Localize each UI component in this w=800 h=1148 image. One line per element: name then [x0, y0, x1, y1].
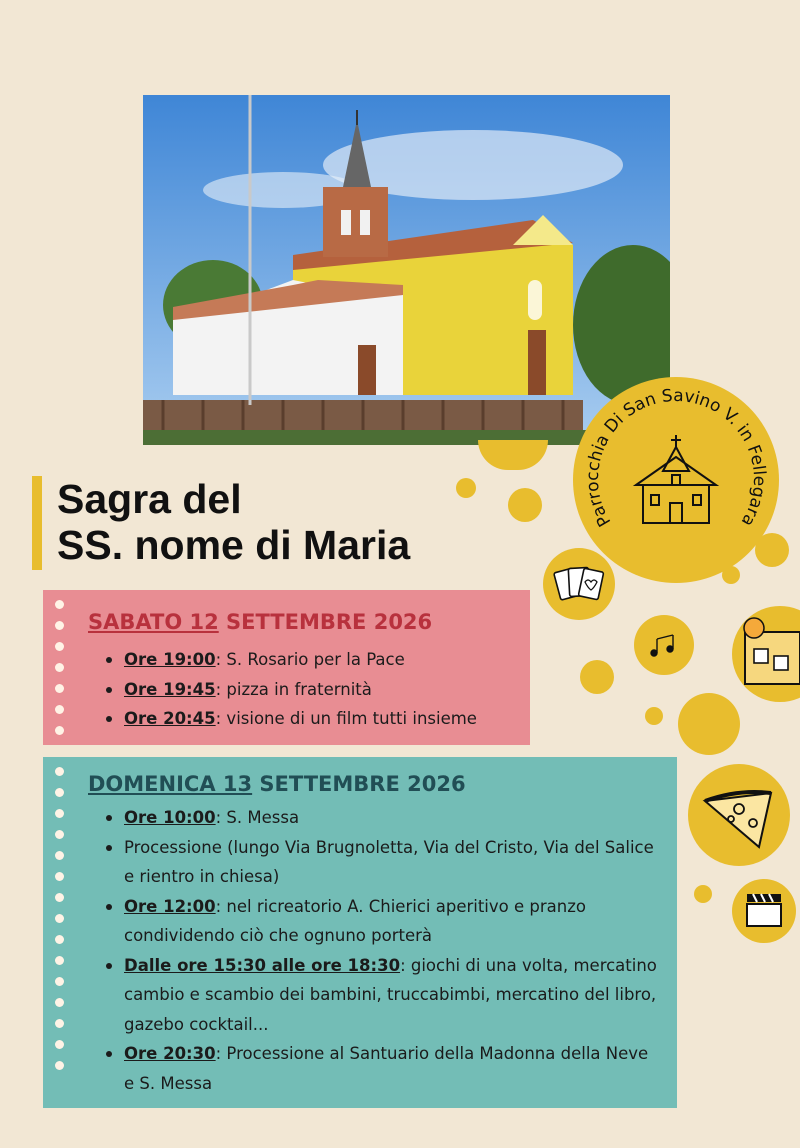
item-time: Ore 12:00	[124, 896, 216, 916]
decor-circle	[645, 707, 663, 725]
list-item	[103, 892, 658, 951]
decor-circle	[456, 478, 476, 498]
item-time: Ore 19:00	[124, 650, 216, 669]
list-item	[103, 1039, 658, 1098]
title-accent-bar	[32, 476, 42, 570]
item-text: : S. Rosario per la Pace	[215, 650, 405, 669]
item-time: Dalle ore 15:30 alle ore 18:30	[124, 955, 401, 975]
sunday-list	[103, 803, 658, 1098]
item-text: : S. Messa	[215, 808, 300, 827]
binding-dots	[55, 600, 65, 747]
item-text: : nel ricreatorio A. Chierici aperitivo e pranzo condividendo ciò che ognuno porterà	[124, 896, 586, 945]
item-time: Ore 20:30	[124, 1044, 216, 1063]
page-title	[57, 476, 410, 568]
list-item	[103, 645, 477, 675]
clapperboard-icon	[731, 878, 797, 944]
sunday-heading	[88, 772, 466, 796]
item-text: : giochi di una volta, mercatino cambio e scambio dei bambini, truccabimbi, mercatino del libro, gazebo cocktail...	[124, 955, 657, 1034]
playing-cards-icon	[543, 548, 615, 620]
decor-circle	[694, 885, 712, 903]
decor-circle	[478, 440, 548, 470]
saturday-list	[103, 645, 477, 734]
pizza-slice-icon	[687, 763, 791, 867]
saturday-program	[43, 590, 530, 745]
sunday-day: DOMENICA 13	[88, 772, 253, 796]
music-notes-icon	[634, 615, 694, 675]
sunday-program	[43, 757, 677, 1108]
cocktail-icon	[730, 604, 800, 704]
seal-text: Parrocchia Di San Savino V. in Fellegara	[582, 385, 770, 530]
list-item	[103, 704, 477, 734]
item-time: Ore 20:45	[124, 709, 216, 728]
list-item	[103, 951, 658, 1040]
sunday-month: SETTEMBRE 2026	[252, 772, 466, 796]
title-line-2: SS. nome di Maria	[57, 522, 411, 568]
decor-circle	[580, 660, 614, 694]
saturday-month: SETTEMBRE 2026	[218, 610, 433, 634]
list-item	[103, 803, 658, 833]
list-item	[103, 675, 477, 705]
item-text: : pizza in fraternità	[215, 679, 372, 699]
decor-circle	[508, 488, 542, 522]
item-text: : Processione al Santuario della Madonna della Neve e S. Messa	[124, 1044, 649, 1093]
saturday-heading	[88, 610, 432, 634]
item-text: : visione di un film tutti insieme	[215, 709, 477, 728]
title-line-1: Sagra del	[57, 476, 242, 522]
binding-dots	[55, 767, 65, 1082]
item-time: Ore 19:45	[124, 679, 216, 699]
saturday-day: SABATO 12	[88, 610, 219, 634]
list-item	[103, 833, 658, 892]
item-text: Processione (lungo Via Brugnoletta, Via del Cristo, Via del Salice e rientro in chiesa)	[124, 837, 654, 886]
item-time: Ore 10:00	[124, 808, 216, 827]
